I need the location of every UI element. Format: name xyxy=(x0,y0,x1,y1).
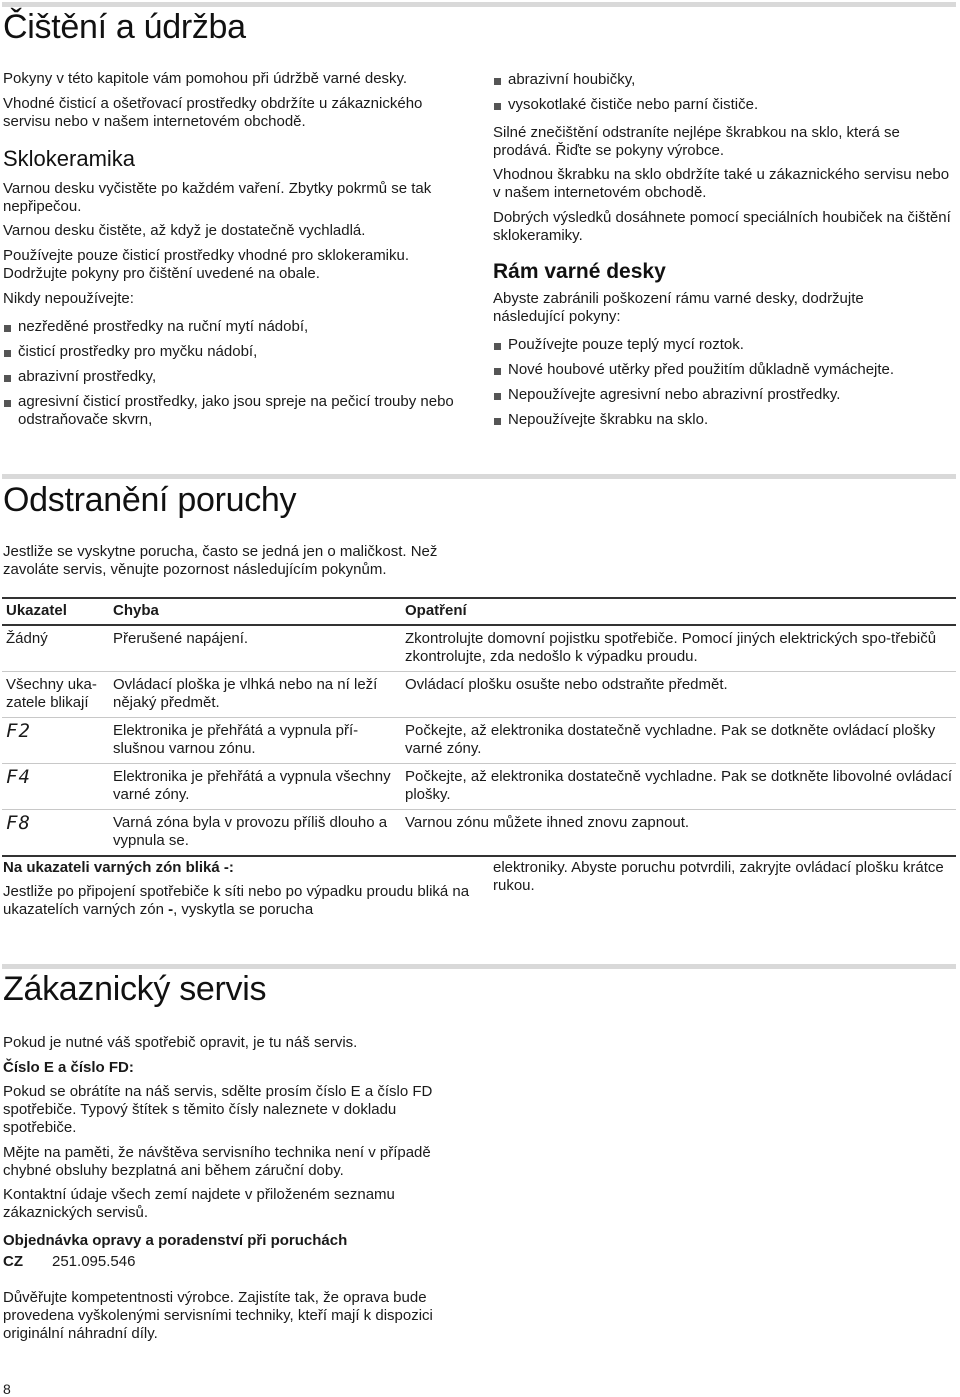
dash-symbol: - xyxy=(168,901,174,918)
list-item: agresivní čisticí prostředky, jako jsou spreje na pečicí trouby nebo odstraňovače skvrn, xyxy=(3,393,468,429)
table-cell: Všechny uka-zatele blikají xyxy=(2,672,109,718)
paragraph xyxy=(3,883,473,919)
list-item: čisticí prostředky pro myčku nádobí, xyxy=(3,343,468,361)
list-item: Používejte pouze teplý mycí roztok. xyxy=(493,336,953,354)
column-header: Ukazatel xyxy=(2,598,109,625)
column-header: Chyba xyxy=(109,598,401,625)
paragraph: Mějte na paměti, že návštěva servisního technika není v případě chybné obsluhy bezplatná ani během záruční doby. xyxy=(3,1144,431,1179)
paragraph: Nikdy nepoužívejte: xyxy=(3,290,134,307)
paragraph: Pokud je nutné váš spotřebič opravit, je tu náš servis. xyxy=(3,1034,358,1051)
section-title: Odstranění poruchy xyxy=(3,481,297,519)
page-title: Čištění a údržba xyxy=(3,8,246,46)
section-rule xyxy=(2,2,956,7)
paragraph-text: , vyskytla se porucha xyxy=(173,901,314,918)
paragraph: Abyste zabránili poškození rámu varné desky, dodržujte následující pokyny: xyxy=(493,290,864,325)
list-item: abrazivní houbičky, xyxy=(493,71,953,89)
section-title: Zákaznický servis xyxy=(3,970,267,1008)
table-row xyxy=(2,672,956,718)
subsection-heading: Číslo E a číslo FD: xyxy=(3,1059,134,1076)
subsection-heading: Rám varné desky xyxy=(493,260,666,283)
section-rule xyxy=(2,474,956,479)
table-cell: Ovládací ploška je vlhká nebo na ní leží nějaký předmět. xyxy=(109,672,401,718)
table-cell: Počkejte, až elektronika dostatečně vychladne. Pak se dotkněte ovládací plošky varné zóny. xyxy=(401,718,956,764)
phone-number: 251.095.546 xyxy=(52,1253,136,1270)
subsection-heading: Na ukazateli varných zón bliká -: xyxy=(3,859,234,876)
list-item: vysokotlaké čističe nebo parní čističe. xyxy=(493,96,953,114)
table-header-row xyxy=(2,598,956,625)
paragraph: Silné znečištění odstraníte nejlépe škrabkou na sklo, která se prodává. Řiďte se pokyny výrobce. xyxy=(493,124,900,159)
intro-text: Pokyny v této kapitole vám pomohou při údržbě varné desky. xyxy=(3,70,408,87)
display-code: F2 xyxy=(2,718,109,764)
list-item: abrazivní prostředky, xyxy=(3,368,468,386)
contact-line xyxy=(3,1253,473,1271)
table-cell: Počkejte, až elektronika dostatečně vychladne. Pak se dotkněte libovolné ovládací plošky. xyxy=(401,764,956,810)
country-code: CZ xyxy=(3,1253,23,1270)
table-cell: Elektronika je přehřátá a vypnula všechny varné zóny. xyxy=(109,764,401,810)
paragraph: Kontaktní údaje všech zemí najdete v přiloženém seznamu zákaznických servisů. xyxy=(3,1186,395,1221)
paragraph: Varnou desku čistěte, až když je dostatečně vychladlá. xyxy=(3,222,366,239)
bullet-list xyxy=(493,71,953,121)
table-cell: Elektronika je přehřátá a vypnula pří-slušnou varnou zónu. xyxy=(109,718,401,764)
table-cell: Ovládací plošku osušte nebo odstraňte předmět. xyxy=(401,672,956,718)
paragraph: elektroniky. Abyste poruchu potvrdili, zakryjte ovládací plošku krátce rukou. xyxy=(493,859,944,894)
paragraph-text: Jestliže po připojení spotřebiče k síti nebo po výpadku proudu bliká na ukazatelích varných zón xyxy=(3,883,470,918)
fault-table xyxy=(2,597,956,857)
table-row xyxy=(2,764,956,810)
table-cell: Přerušené napájení. xyxy=(109,625,401,672)
bullet-list xyxy=(3,318,468,436)
table-row xyxy=(2,625,956,672)
paragraph: Vhodnou škrabku na sklo obdržíte také u zákaznického servisu nebo v našem internetovém obchodě. xyxy=(493,166,950,201)
paragraph: Důvěřujte kompetentnosti výrobce. Zajistíte tak, že oprava bude provedena vyškolenými servisními techniky, kteří mají k dispozici originální náhradní díly. xyxy=(3,1289,433,1342)
paragraph: Používejte pouze čisticí prostředky vhodné pro sklokeramiku. Dodržujte pokyny pro čištění uvedené na obale. xyxy=(3,247,410,282)
column-header: Opatření xyxy=(401,598,956,625)
bullet-list xyxy=(493,336,953,436)
list-item: Nepoužívejte škrabku na sklo. xyxy=(493,411,953,429)
paragraph: Pokud se obrátíte na náš servis, sdělte prosím číslo E a číslo FD spotřebiče. Typový štítek s těmito čísly naleznete v dokladu spotřebiče. xyxy=(3,1083,433,1136)
table-row xyxy=(2,810,956,857)
section-rule xyxy=(2,964,956,969)
paragraph: Varnou desku vyčistěte po každém vaření. Zbytky pokrmů se tak nepřipečou. xyxy=(3,180,432,215)
list-item: Nové houbové utěrky před použitím důkladně vymáchejte. xyxy=(493,361,953,379)
table-cell: Varná zóna byla v provozu příliš dlouho a vypnula se. xyxy=(109,810,401,857)
display-code: F8 xyxy=(2,810,109,857)
list-item: nezředěné prostředky na ruční mytí nádobí, xyxy=(3,318,468,336)
table-cell: Zkontrolujte domovní pojistku spotřebiče. Pomocí jiných elektrických spo-třebičů zkontrolujte, zda nedošlo k výpadku proudu. xyxy=(401,625,956,672)
paragraph: Dobrých výsledků dosáhnete pomocí speciálních houbiček na čištění sklokeramiky. xyxy=(493,209,951,244)
intro-text: Vhodné čisticí a ošetřovací prostředky obdržíte u zákaznického servisu nebo v našem internetovém obchodě. xyxy=(3,95,423,130)
table-row xyxy=(2,718,956,764)
page-number: 8 xyxy=(3,1381,11,1397)
display-code: F4 xyxy=(2,764,109,810)
subsection-heading: Sklokeramika xyxy=(3,146,136,171)
list-item: Nepoužívejte agresivní nebo abrazivní prostředky. xyxy=(493,386,953,404)
table-cell: Varnou zónu můžete ihned znovu zapnout. xyxy=(401,810,956,857)
subsection-heading: Objednávka opravy a poradenství při poruchách xyxy=(3,1232,348,1249)
intro-text: Jestliže se vyskytne porucha, často se jedná jen o maličkost. Než zavoláte servis, věnujte pozornost následujícím pokynům. xyxy=(3,543,438,578)
table-cell: Žádný xyxy=(2,625,109,672)
